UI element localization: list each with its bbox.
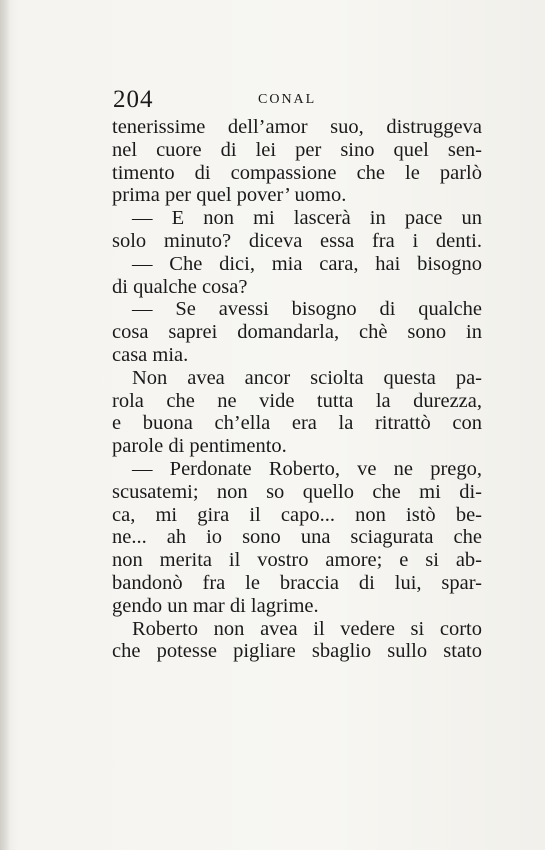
text-line: solo minuto? diceva essa fra i denti. <box>112 229 482 252</box>
text-line: scusatemi; non so quello che mi di- <box>112 480 482 503</box>
text-line: e buona ch’ella era la ritrattò con <box>112 412 482 435</box>
text-line: ne... ah io sono una sciagurata che <box>112 526 482 549</box>
text-line: Roberto non avea il vedere si corto <box>132 617 482 640</box>
text-line: ca, mi gira il capo... non istò be- <box>112 503 482 526</box>
text-line: casa mia. <box>112 343 189 366</box>
text-line: bandonò fra le braccia di lui, spar- <box>112 571 482 594</box>
text-line: — Che dici, mia cara, hai bisogno <box>132 252 482 275</box>
body-text <box>112 116 482 663</box>
page-header <box>113 86 483 116</box>
text-line: — Perdonate Roberto, ve ne prego, <box>132 457 482 480</box>
page-binding-edge <box>0 0 10 850</box>
text-line: gendo un mar di lagrime. <box>112 594 319 617</box>
text-line: non merita il vostro amore; e si ab- <box>112 549 482 572</box>
text-line: prima per quel pover’ uomo. <box>112 184 347 207</box>
text-line: parole di pentimento. <box>112 435 287 458</box>
text-line: che potesse pigliare sbaglio sullo stato <box>112 640 482 663</box>
text-line: di qualche cosa? <box>112 275 248 298</box>
text-line: rola che ne vide tutta la durezza, <box>112 389 482 412</box>
page-number: 204 <box>113 86 154 113</box>
text-line: cosa saprei domandarla, chè sono in <box>112 321 482 344</box>
text-line: nel cuore di lei per sino quel sen- <box>112 138 482 161</box>
running-head: CONAL <box>258 92 317 107</box>
text-line: timento di compassione che le parlò <box>112 161 482 184</box>
text-line: — Se avessi bisogno di qualche <box>132 298 482 321</box>
text-line: — E non mi lascerà in pace un <box>132 207 482 230</box>
text-line: tenerissime dell’amor suo, distruggeva <box>112 116 482 138</box>
text-line: Non avea ancor sciolta questa pa- <box>132 366 482 389</box>
